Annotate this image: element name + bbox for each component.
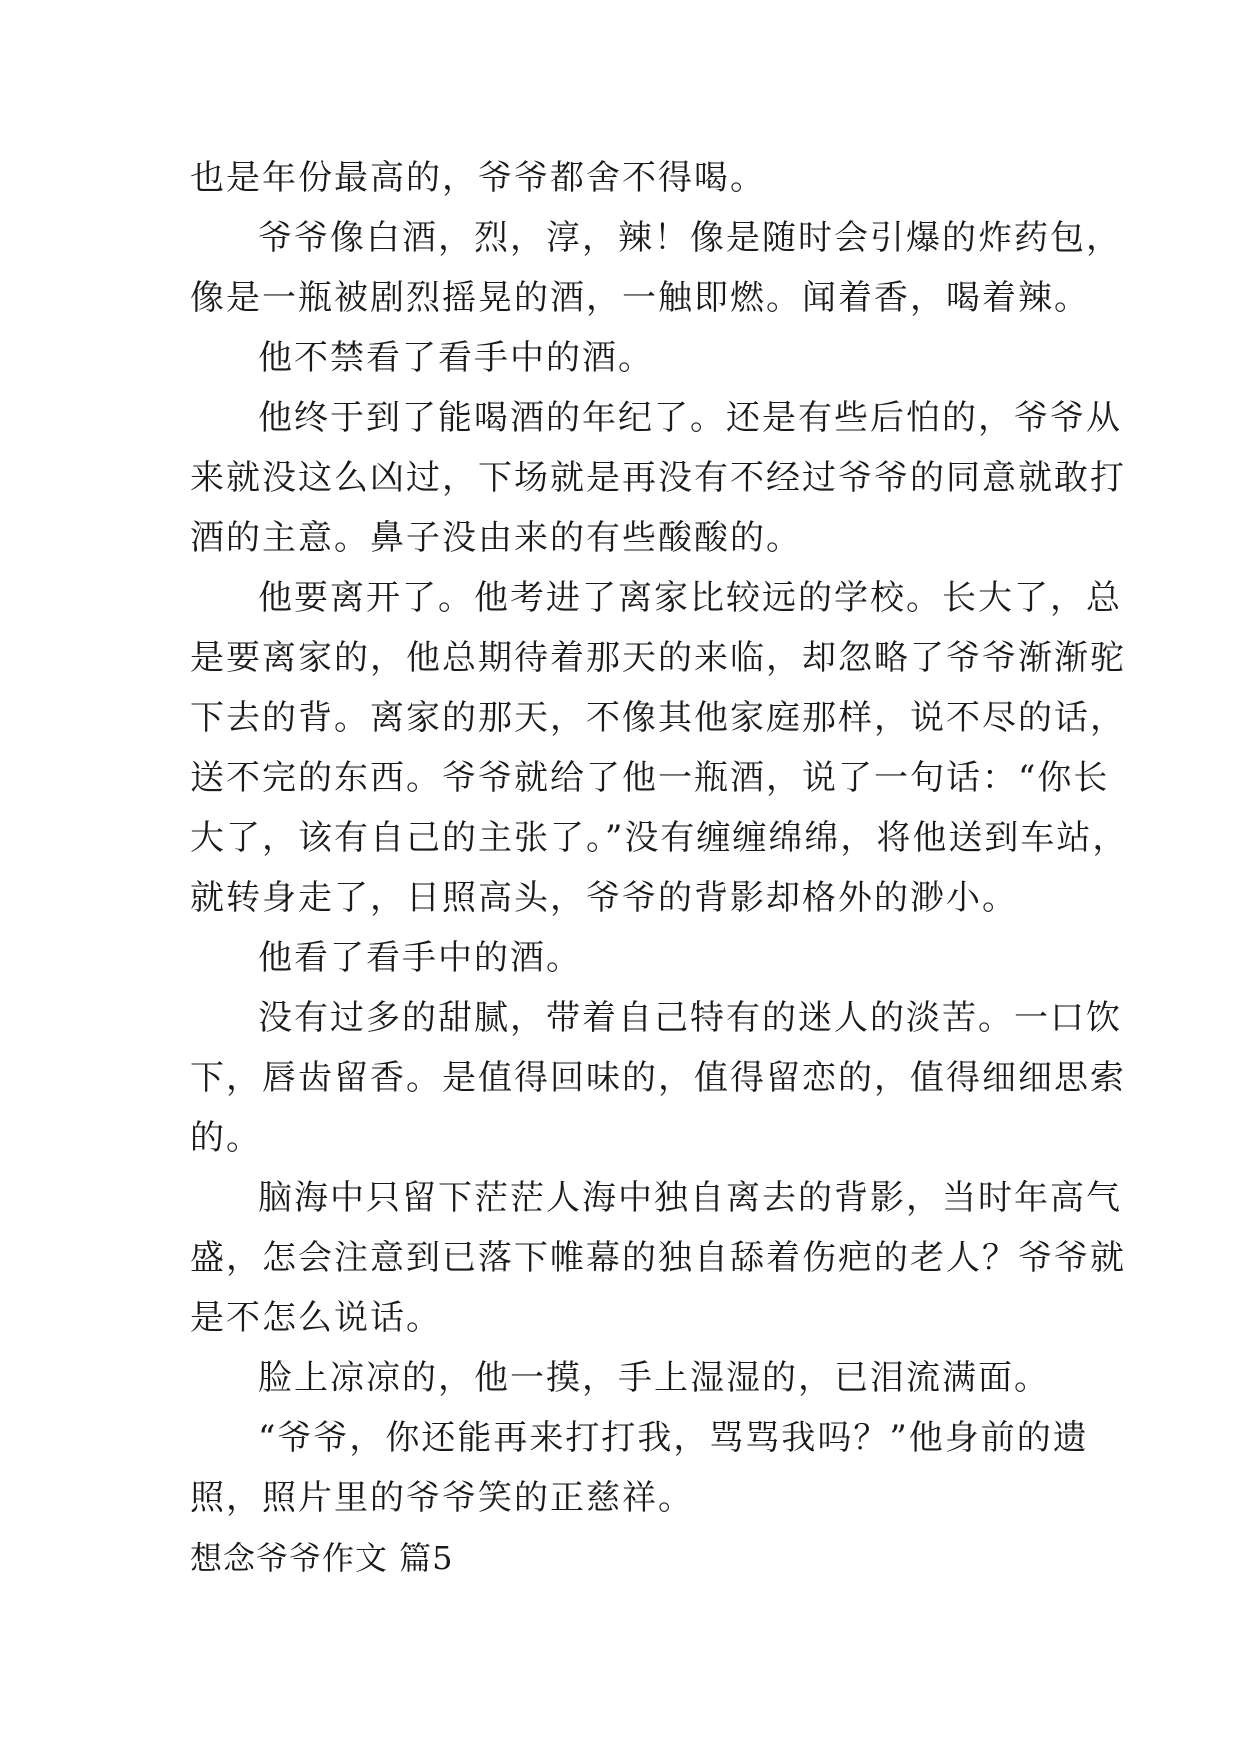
text-line: 他看了看手中的酒。 [258,938,582,978]
document-body [190,148,1129,1588]
text-line: 下去的背。离家的那天，不像其他家庭那样，说不尽的话， [190,698,1126,738]
text-line: 他终于到了能喝酒的年纪了。还是有些后怕的，爷爷从 [258,398,1122,438]
text-line: 就转身走了，日照高头，爷爷的背影却格外的渺小。 [190,878,1018,918]
text-line: 他要离开了。他考进了离家比较远的学校。长大了，总 [258,578,1122,618]
text-line: 是要离家的，他总期待着那天的来临，却忽略了爷爷渐渐驼 [190,638,1126,678]
text-line: 照，照片里的爷爷笑的正慈祥。 [190,1478,694,1518]
text-line: 脸上凉凉的，他一摸，手上湿湿的，已泪流满面。 [258,1358,1050,1398]
text-line: 脑海中只留下茫茫人海中独自离去的背影，当时年高气 [258,1178,1122,1218]
text-line: “爷爷，你还能再来打打我，骂骂我吗？”他身前的遗 [258,1418,1089,1458]
text-line: 爷爷像白酒，烈，淳，辣！像是随时会引爆的炸药包， [258,218,1122,258]
text-line: 的。 [190,1118,262,1158]
text-line: 是不怎么说话。 [190,1298,442,1338]
section-heading: 想念爷爷作文 篇5 [190,1539,454,1577]
text-line: 也是年份最高的，爷爷都舍不得喝。 [190,158,766,198]
text-line: 没有过多的甜腻，带着自己特有的迷人的淡苦。一口饮 [258,998,1122,1038]
text-line: 盛，怎会注意到已落下帷幕的独自舔着伤疤的老人？爷爷就 [190,1238,1126,1278]
text-line: 下，唇齿留香。是值得回味的，值得留恋的，值得细细思索 [190,1058,1126,1098]
text-line: 大了，该有自己的主张了。”没有缠缠绵绵，将他送到车站， [190,818,1129,858]
text-line: 送不完的东西。爷爷就给了他一瓶酒，说了一句话：“你长 [190,758,1110,798]
text-line: 酒的主意。鼻子没由来的有些酸酸的。 [190,518,802,558]
text-line: 他不禁看了看手中的酒。 [258,338,654,378]
text-line: 像是一瓶被剧烈摇晃的酒，一触即燃。闻着香，喝着辣。 [190,278,1090,318]
text-line: 来就没这么凶过，下场就是再没有不经过爷爷的同意就敢打 [190,458,1126,498]
